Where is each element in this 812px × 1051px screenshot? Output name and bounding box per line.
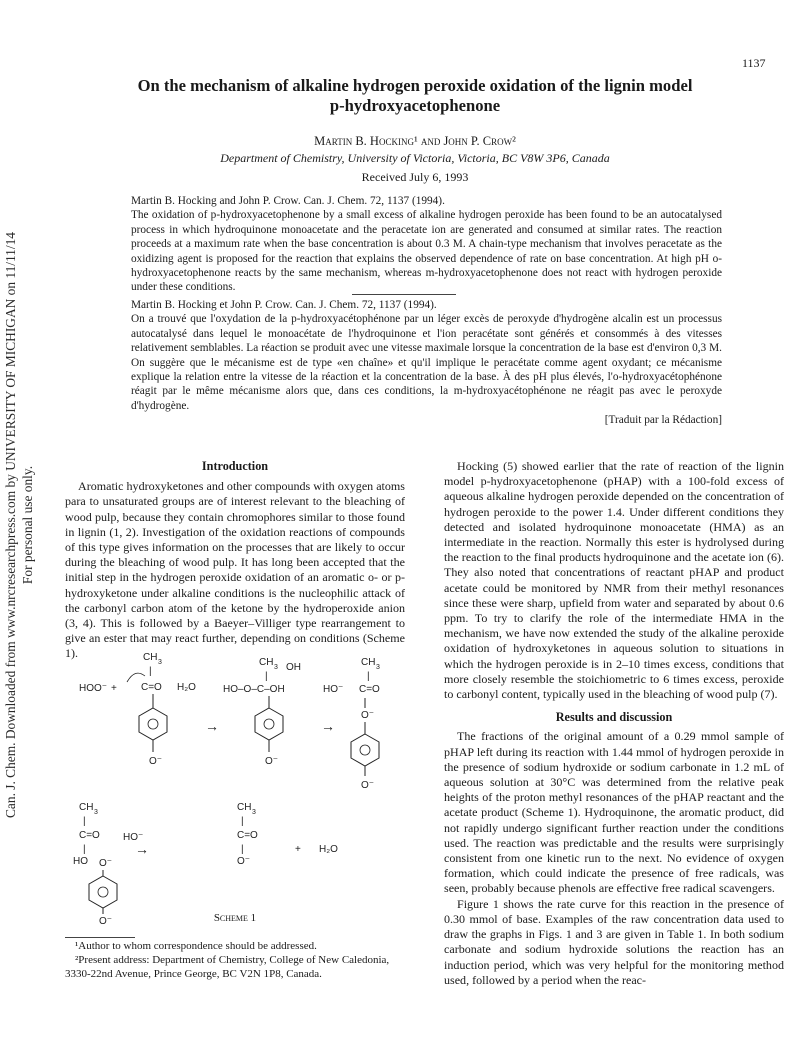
footnote-2: ²Present address: Department of Chemistry, College of New Caledonia, 3330-22nd Avenue, Prince George, BC V2N 1P8, Canada.	[65, 953, 390, 980]
abstract-french	[131, 298, 722, 428]
footnotes	[65, 940, 405, 981]
article-header	[80, 76, 750, 185]
abstract-english	[131, 194, 722, 295]
svg-text:C=O: C=O	[79, 830, 100, 841]
svg-text:O⁻: O⁻	[361, 710, 375, 721]
scheme-acetate-oxygen: O⁻	[237, 856, 251, 867]
title-line-1: On the mechanism of alkaline hydrogen peroxide oxidation of the lignin model	[137, 76, 693, 95]
page-number: 1137	[742, 56, 766, 70]
svg-text:|: |	[149, 666, 152, 677]
received-date: Received July 6, 1993	[361, 170, 469, 184]
results-heading: Results and discussion	[555, 710, 673, 725]
svg-text:O⁻: O⁻	[99, 916, 113, 926]
resume-citation: Martin B. Hocking et John P. Crow. Can. J. Chem. 72, 1137 (1994).	[131, 299, 437, 311]
download-watermark	[2, 0, 62, 1050]
right-column	[444, 459, 784, 988]
svg-text:|: |	[367, 671, 370, 682]
watermark-line-2: For personal use only.	[20, 465, 35, 585]
scheme-water-label: H₂O	[177, 682, 196, 693]
abstract-divider	[352, 294, 456, 295]
svg-text:CH: CH	[237, 802, 252, 813]
footnote-1: ¹Author to whom correspondence should be addressed.	[75, 940, 317, 952]
translator-note: [Traduit par la Rédaction]	[604, 414, 722, 427]
svg-text:3: 3	[252, 809, 256, 816]
right-paragraph-2: The fractions of the original amount of a 0.29 mmol sample of pHAP left during its reaction with 1.44 mmol of hydrogen peroxide in the presence of sodium hydroxide or sodium carbonate in 1.2 mL of aqueous solution at 30°C was determined from the relative peak heights of the proton methyl resonances of the pHAP reactant and the acetate product (Scheme 1). Hydroquinone, the aromatic product, did not rapidly undergo significant further reaction under the conditions used. The reaction was predictable and the results were surprisingly consistent from one kinetic run to the next. No evidence of oxygen formation, which could indicate the presence of free radicals, was seen, probably because phenols are effective free radical scavengers.	[444, 729, 784, 896]
svg-text:CH: CH	[259, 657, 274, 668]
svg-text:CH: CH	[361, 657, 376, 668]
svg-text:→: →	[135, 841, 149, 857]
svg-text:|: |	[83, 816, 86, 827]
abstract-citation: Martin B. Hocking and John P. Crow. Can. J. Chem. 72, 1137 (1994).	[131, 195, 445, 207]
footnote-rule	[65, 937, 135, 938]
svg-text:C=O: C=O	[237, 830, 258, 841]
abstract-text: The oxidation of p-hydroxyacetophenone by a small excess of alkaline hydrogen peroxide has been found to be an autocatalysed process in which hydroquinone monoacetate and the peracetate ion are generated and consumed at similar rates. The reaction proceeds at a maximum rate when the base concentration is about 0.3 M. A chain-type mechanism that involves peracetate as the oxidizing agent is proposed for the reaction that explains the observed dependence of rate on base concentration. At high pH o-hydroxyacetophenone reacts by the same mechanism, whereas m-hydroxyacetophenone does not react with hydrogen peroxide under these conditions.	[131, 209, 722, 294]
introduction-paragraph: Aromatic hydroxyketones and other compounds with oxygen atoms para to unsaturated groups are of interest relevant to the bleaching of wood pulp, because they contain chromophores similar to those found in lignin (1, 2). Investigation of the oxidation reactions of compounds of this type gives information on the processes that are likely to occur during the bleaching of wood pulp. It has long been accepted that the initial step in the hydrogen peroxide oxidation of an aromatic o- or p-hydroxyketone under alkaline conditions is the nucleophilic attack of the carbonyl carbon atom of the ketone by the hydroperoxide anion (3, 4). This is followed by a Baeyer–Villiger type rearrangement to give an ester that may react further, depending on conditions (Scheme 1).	[65, 479, 405, 661]
scheme-phenoxide-label: O⁻	[149, 756, 163, 767]
resume-text: On a trouvé que l'oxydation de la p-hydroxyacétophénone par un léger excès de peroxyde d'hydrogène alcalin est un processus autocatalysé dans lequel le monoacétate de l'hydroquinone et l'ion peracétate sont générés et consommés à des vitesses relativement semblables. La réaction se produit avec une vitesse maximale lorsque la concentration de la base est d'environ 0,3 M. On suggère que le mécanisme est de type «en chaîne» et qu'il implique le peracétate comme agent oxydant; ce mécanisme explique la relation entre la vitesse de la réaction et la concentration de la base. À des pH plus élevés, l'o-hydroxyacétophénone réagit par le même mécanisme alors que, dans ces conditions, la m-hydroxyacétophénone ne réagit pas avec le peroxyde d'hydrogène.	[131, 313, 722, 412]
affiliation: Department of Chemistry, University of Victoria, Victoria, BC V8W 3P6, Canada	[220, 151, 610, 165]
author-list: Martin B. Hocking¹ and John P. Crow²	[314, 134, 516, 148]
svg-text:O⁻: O⁻	[99, 858, 113, 869]
svg-text:O⁻: O⁻	[361, 780, 375, 791]
svg-text:O⁻: O⁻	[265, 756, 279, 767]
svg-text:C=O: C=O	[359, 684, 380, 695]
svg-text:HO: HO	[73, 856, 88, 867]
svg-text:OH: OH	[286, 662, 301, 673]
scheme-arrow-2: →	[321, 718, 335, 734]
svg-text:|: |	[241, 816, 244, 827]
right-paragraph-3: Figure 1 shows the rate curve for this reaction in the presence of 0.30 mmol of base. Examples of the raw concentration data used to draw the graphs in Figs. 1 and 3 are given in Table 1. In both sodium carbonate and sodium hydroxide solutions the reaction has an induction period, which was very helpful for the monitoring method used, followed by a period when the reac-	[444, 896, 784, 987]
scheme-tetrahedral-intermediate: HO–O–C–OH	[223, 684, 285, 695]
svg-text:|: |	[83, 844, 86, 855]
svg-text:3: 3	[158, 659, 162, 666]
title-line-2: p-hydroxyacetophenone	[329, 96, 501, 115]
svg-text:3: 3	[94, 809, 98, 816]
svg-text:3: 3	[376, 664, 380, 671]
svg-text:H₂O: H₂O	[319, 844, 338, 855]
svg-text:3: 3	[274, 664, 278, 671]
svg-text:+: +	[111, 683, 117, 694]
article-title	[80, 76, 750, 116]
svg-text:HO⁻: HO⁻	[123, 832, 144, 843]
introduction-heading: Introduction	[201, 459, 269, 473]
scheme-hydroperoxide-label: HOO⁻	[79, 683, 108, 694]
scheme-row-1	[79, 652, 380, 791]
svg-text:|: |	[265, 671, 268, 682]
svg-text:CH: CH	[79, 802, 94, 813]
left-column	[65, 459, 405, 662]
reaction-scheme	[65, 648, 405, 926]
watermark-line-1: Can. J. Chem. Downloaded from www.nrcresearchpress.com by UNIVERSITY OF MICHIGAN on 11/11/14	[3, 232, 18, 818]
scheme-carbonyl-label: C=O	[141, 682, 162, 693]
svg-text:|: |	[241, 844, 244, 855]
svg-text:HO⁻: HO⁻	[323, 684, 344, 695]
scheme-arrow-1: →	[205, 718, 219, 734]
scheme-row-2	[73, 802, 338, 926]
scheme-caption: Scheme 1	[213, 912, 257, 924]
svg-text:+: +	[295, 844, 301, 855]
scheme-ch3-label: CH	[143, 652, 158, 663]
right-paragraph-1: Hocking (5) showed earlier that the rate of reaction of the lignin model p-hydroxyacetophenone (pHAP) with a 100-fold excess of aqueous alkaline hydrogen peroxide depended on the concentration of hydrogen peroxide to the power 1.4. Under different conditions they detected and isolated hydroquinone monoacetate (HMA) as an intermediate in the reaction. Normally this ester is hydrolysed during the reaction to the final products hydroquinone and the acetate ion (6). They also noted that concentrations of reactant pHAP and product acetate could be monitored by NMR from their methyl resonances since these were sharp, upfield from water and separated by about 0.6 ppm. To try to clarify the role of the intermediate HMA in the mechanism, we have now extended the study of the alkaline peroxide oxidation of hydroxyketones in aqueous solution to situations in which the hydrogen peroxide is in 2–10 times excess, conditions that more closely resemble the stoichiometric to 6 times excess, peroxide to carbonyl content, typically used in the bleaching of wood pulp (7).	[444, 459, 784, 702]
